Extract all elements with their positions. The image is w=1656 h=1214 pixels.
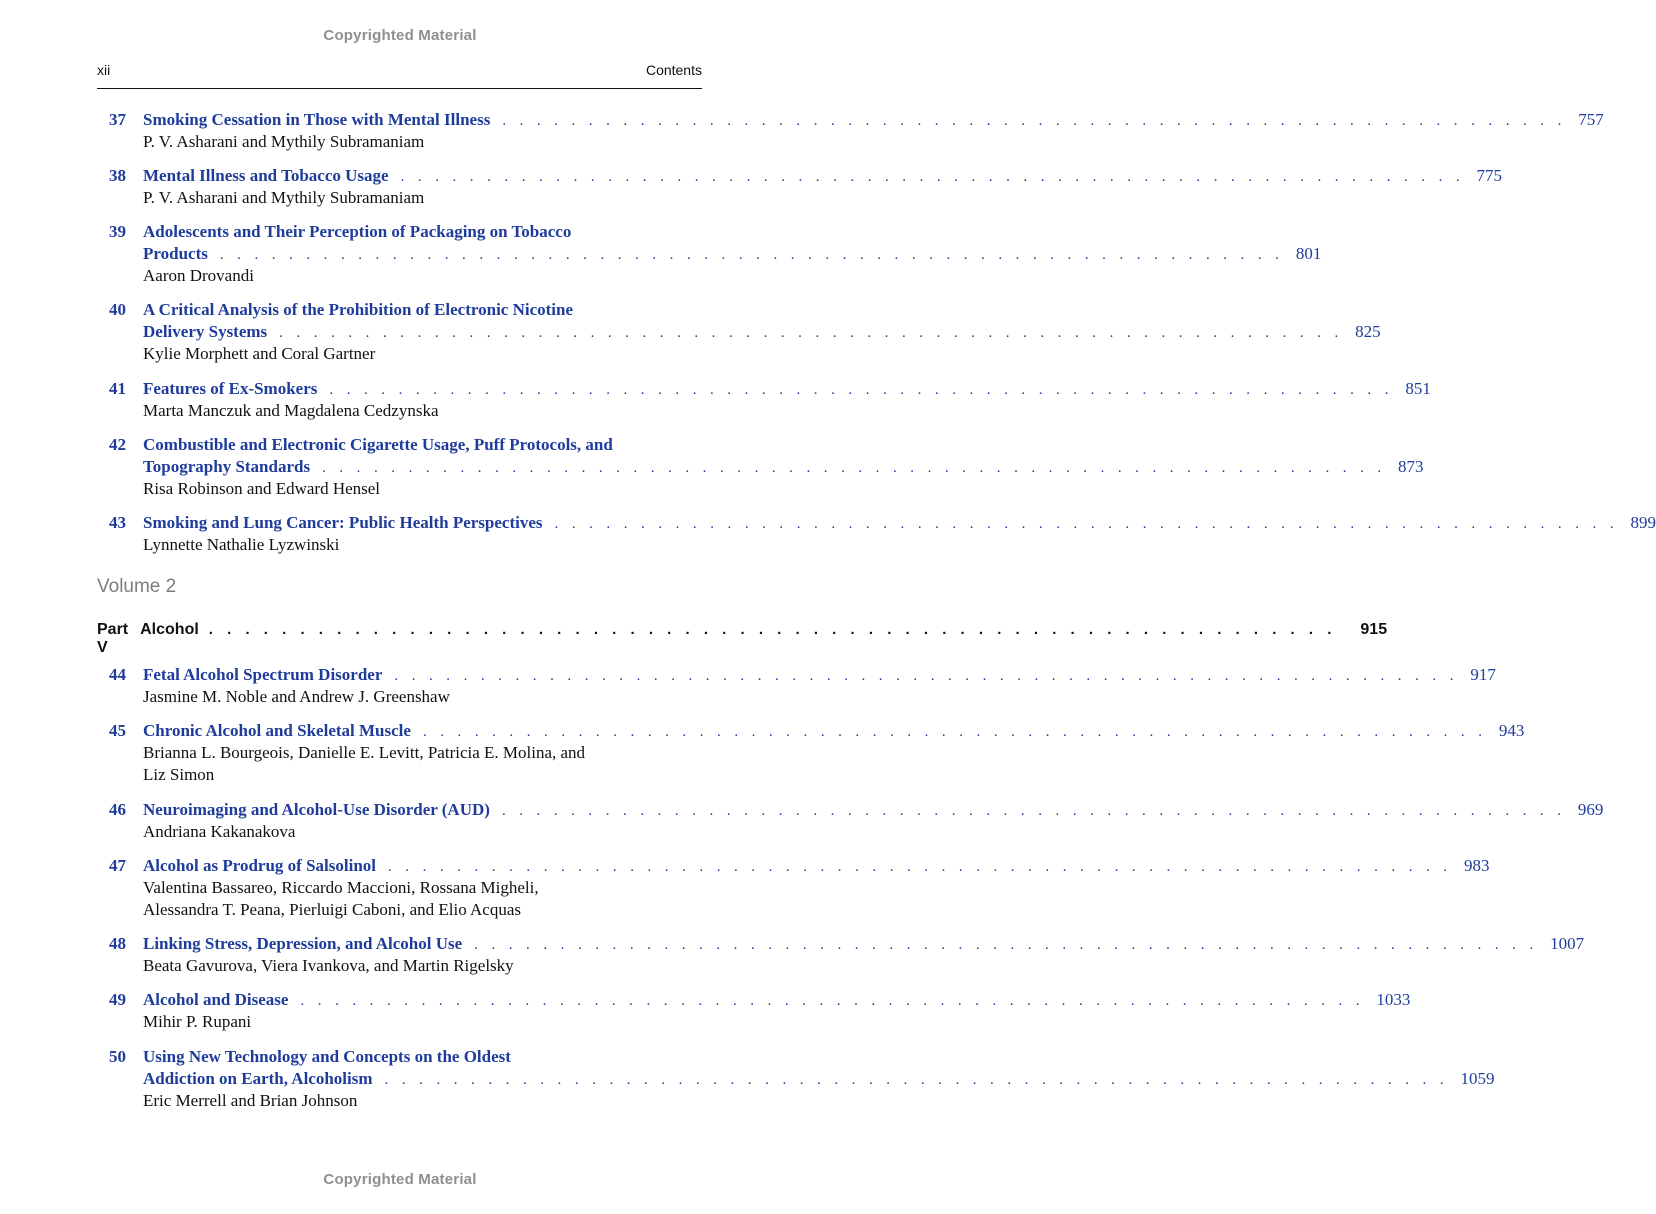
leader-dots: . . . . . . . . . . . . . . . . . . . . . . . . . . . . . . . . . . . . . . . . . . . . . . . . . . . . . . . . . . . . . . bbox=[400, 169, 1465, 185]
leader-dots: . . . . . . . . . . . . . . . . . . . . . . . . . . . . . . . . . . . . . . . . . . . . . . . . . . . . . . . . . . . . . . bbox=[329, 382, 1394, 398]
volume-heading: Volume 2 bbox=[97, 576, 177, 597]
chapter-authors: Valentina Bassareo, Riccardo Maccioni, Rossana Migheli, bbox=[143, 878, 539, 897]
page-number-link[interactable]: 801 bbox=[1295, 244, 1322, 263]
leader-dots: . . . . . . . . . . . . . . . . . . . . . . . . . . . . . . . . . . . . . . . . . . . . . . . . . . . . . . . . . . . . . . bbox=[422, 724, 1487, 740]
chapter-number: 50 bbox=[109, 1047, 126, 1066]
chapter-authors: Marta Manczuk and Magdalena Cedzynska bbox=[143, 401, 439, 420]
chapter-number: 39 bbox=[109, 222, 126, 241]
chapter-authors: P. V. Asharani and Mythily Subramaniam bbox=[143, 132, 425, 151]
chapter-title-link[interactable]: Fetal Alcohol Spectrum Disorder bbox=[143, 665, 383, 684]
part-heading[interactable] bbox=[97, 621, 1388, 656]
entry-body bbox=[143, 933, 1585, 977]
chapter-number: 47 bbox=[109, 856, 126, 875]
part-page: 915 bbox=[1360, 621, 1388, 638]
chapter-title-link[interactable]: Smoking Cessation in Those with Mental Illness bbox=[143, 110, 491, 129]
page-number-link[interactable]: 1007 bbox=[1550, 934, 1585, 953]
chapter-title-link[interactable]: Topography Standards bbox=[143, 457, 311, 476]
entry-body bbox=[143, 1046, 1495, 1112]
part-label: Part V bbox=[97, 621, 129, 656]
chapter-authors: Jasmine M. Noble and Andrew J. Greenshaw bbox=[143, 687, 450, 706]
chapter-title-link[interactable]: Addiction on Earth, Alcoholism bbox=[143, 1069, 373, 1088]
chapter-title-link[interactable]: Products bbox=[143, 244, 208, 263]
chapter-number: 37 bbox=[109, 110, 126, 129]
entry-body bbox=[143, 165, 1503, 209]
chapter-title-link[interactable]: Neuroimaging and Alcohol-Use Disorder (AUD) bbox=[143, 800, 490, 819]
leader-dots: . . . . . . . . . . . . . . . . . . . . . . . . . . . . . . . . . . . . . . . . . . . . . . . . . . . . . . . . . . . . . . bbox=[554, 516, 1619, 532]
header-rule bbox=[97, 88, 702, 89]
chapter-title-link[interactable]: Using New Technology and Concepts on the Oldest bbox=[143, 1047, 511, 1066]
chapter-title-link[interactable]: Alcohol and Disease bbox=[143, 990, 289, 1009]
chapter-authors: Eric Merrell and Brian Johnson bbox=[143, 1091, 358, 1110]
page-number-link[interactable]: 943 bbox=[1498, 721, 1525, 740]
chapter-authors: Brianna L. Bourgeois, Danielle E. Levitt, Patricia E. Molina, and bbox=[143, 743, 586, 762]
chapter-title-link[interactable]: Linking Stress, Depression, and Alcohol Use bbox=[143, 934, 463, 953]
chapter-authors: Liz Simon bbox=[143, 765, 215, 784]
leader-dots: . . . . . . . . . . . . . . . . . . . . . . . . . . . . . . . . . . . . . . . . . . . . . . . . . . . . . . . . . . . . . . bbox=[394, 668, 1459, 684]
chapter-number: 48 bbox=[109, 934, 126, 953]
chapter-number: 44 bbox=[109, 665, 126, 684]
chapter-authors: Alessandra T. Peana, Pierluigi Caboni, and Elio Acquas bbox=[143, 900, 522, 919]
chapter-authors: Andriana Kakanakova bbox=[143, 822, 296, 841]
chapter-title-link[interactable]: Combustible and Electronic Cigarette Usage, Puff Protocols, and bbox=[143, 435, 613, 454]
chapter-number: 42 bbox=[109, 435, 126, 454]
entry-body bbox=[143, 378, 1431, 422]
page-number-link[interactable]: 983 bbox=[1463, 856, 1490, 875]
chapter-title-link[interactable]: Features of Ex-Smokers bbox=[143, 379, 318, 398]
chapter-title-link[interactable]: Smoking and Lung Cancer: Public Health Perspectives bbox=[143, 513, 543, 532]
page-number-link[interactable]: 917 bbox=[1470, 665, 1496, 684]
chapter-authors: Kylie Morphett and Coral Gartner bbox=[143, 344, 376, 363]
entry-body bbox=[143, 720, 1525, 786]
chapter-title-link[interactable]: A Critical Analysis of the Prohibition of Electronic Nicotine bbox=[143, 300, 574, 319]
chapter-title-link[interactable]: Adolescents and Their Perception of Packaging on Tobacco bbox=[143, 222, 572, 241]
page-number-link[interactable]: 969 bbox=[1577, 800, 1604, 819]
chapter-number: 40 bbox=[109, 300, 126, 319]
chapter-authors: Risa Robinson and Edward Hensel bbox=[143, 479, 381, 498]
copyright-watermark-bottom: Copyrighted Material bbox=[323, 1171, 477, 1188]
entry-body bbox=[143, 989, 1411, 1033]
chapter-authors: Aaron Drovandi bbox=[143, 266, 254, 285]
page-number-link[interactable]: 899 bbox=[1630, 513, 1656, 532]
leader-dots: . . . . . . . . . . . . . . . . . . . . . . . . . . . . . . . . . . . . . . . . . . . . . . . . . . . . . . . . . . . . . . bbox=[388, 859, 1452, 875]
page-number-link[interactable]: 825 bbox=[1355, 322, 1381, 341]
leader-dots: . . . . . . . . . . . . . . . . . . . . . . . . . . . . . . . . . . . . . . . . . . . . . . . . . . . . . . . . . . . . . . bbox=[322, 460, 1387, 476]
chapter-title-link[interactable]: Chronic Alcohol and Skeletal Muscle bbox=[143, 721, 411, 740]
leader-dots: . . . . . . . . . . . . . . . . . . . . . . . . . . . . . . . . . . . . . . . . . . . . . . . . . . . . . . . . . . . . . . bbox=[501, 803, 1566, 819]
copyright-watermark-top: Copyrighted Material bbox=[323, 27, 477, 44]
leader-dots: . . . . . . . . . . . . . . . . . . . . . . . . . . . . . . . . . . . . . . . . . . . . . . . . . . . . . . . . . . . . . . bbox=[384, 1072, 1449, 1088]
page-number-link[interactable]: 1059 bbox=[1460, 1069, 1495, 1088]
entry-body bbox=[143, 299, 1381, 365]
chapter-number: 38 bbox=[109, 166, 126, 185]
chapter-title-link[interactable]: Delivery Systems bbox=[143, 322, 268, 341]
page-number: xii bbox=[97, 62, 111, 78]
chapter-number: 45 bbox=[109, 721, 126, 740]
entry-body bbox=[143, 221, 1322, 287]
page-number-link[interactable]: 757 bbox=[1578, 110, 1604, 129]
chapter-authors: Mihir P. Rupani bbox=[143, 1012, 252, 1031]
chapter-number: 49 bbox=[109, 990, 126, 1009]
entry-body bbox=[143, 109, 1604, 153]
entry-body bbox=[143, 855, 1490, 921]
entry-body bbox=[143, 434, 1424, 500]
chapter-number: 46 bbox=[109, 800, 126, 819]
part-title: Alcohol bbox=[140, 621, 199, 638]
page-number-link[interactable]: 873 bbox=[1398, 457, 1424, 476]
chapter-authors: Lynnette Nathalie Lyzwinski bbox=[143, 535, 340, 554]
leader-dots: . . . . . . . . . . . . . . . . . . . . . . . . . . . . . . . . . . . . . . . . . . . . . . . . . . . . . . . . . . . . . . bbox=[474, 937, 1539, 953]
chapter-title-link[interactable]: Alcohol as Prodrug of Salsolinol bbox=[143, 856, 376, 875]
chapter-title-link[interactable]: Mental Illness and Tobacco Usage bbox=[143, 166, 389, 185]
leader-dots: . . . . . . . . . . . . . . . . . . . . . . . . . . . . . . . . . . . . . . . . . . . . . . . . . . . . . . . . . . . . . . bbox=[208, 621, 1337, 638]
entry-body bbox=[143, 664, 1496, 708]
chapter-authors: Beata Gavurova, Viera Ivankova, and Martin Rigelsky bbox=[143, 956, 514, 975]
entry-body bbox=[143, 512, 1656, 556]
chapter-authors: P. V. Asharani and Mythily Subramaniam bbox=[143, 188, 425, 207]
entry-body bbox=[143, 799, 1604, 843]
chapter-number: 43 bbox=[109, 513, 126, 532]
page-number-link[interactable]: 1033 bbox=[1376, 990, 1411, 1009]
leader-dots: . . . . . . . . . . . . . . . . . . . . . . . . . . . . . . . . . . . . . . . . . . . . . . . . . . . . . . . . . . . . . . bbox=[219, 247, 1284, 263]
leader-dots: . . . . . . . . . . . . . . . . . . . . . . . . . . . . . . . . . . . . . . . . . . . . . . . . . . . . . . . . . . . . . . bbox=[300, 993, 1365, 1009]
leader-dots: . . . . . . . . . . . . . . . . . . . . . . . . . . . . . . . . . . . . . . . . . . . . . . . . . . . . . . . . . . . . . . bbox=[502, 113, 1567, 129]
chapter-number: 41 bbox=[109, 379, 126, 398]
page-number-link[interactable]: 775 bbox=[1476, 166, 1503, 185]
running-head-section: Contents bbox=[645, 62, 702, 78]
leader-dots: . . . . . . . . . . . . . . . . . . . . . . . . . . . . . . . . . . . . . . . . . . . . . . . . . . . . . . . . . . . . . . bbox=[279, 325, 1344, 341]
page-number-link[interactable]: 851 bbox=[1405, 379, 1431, 398]
